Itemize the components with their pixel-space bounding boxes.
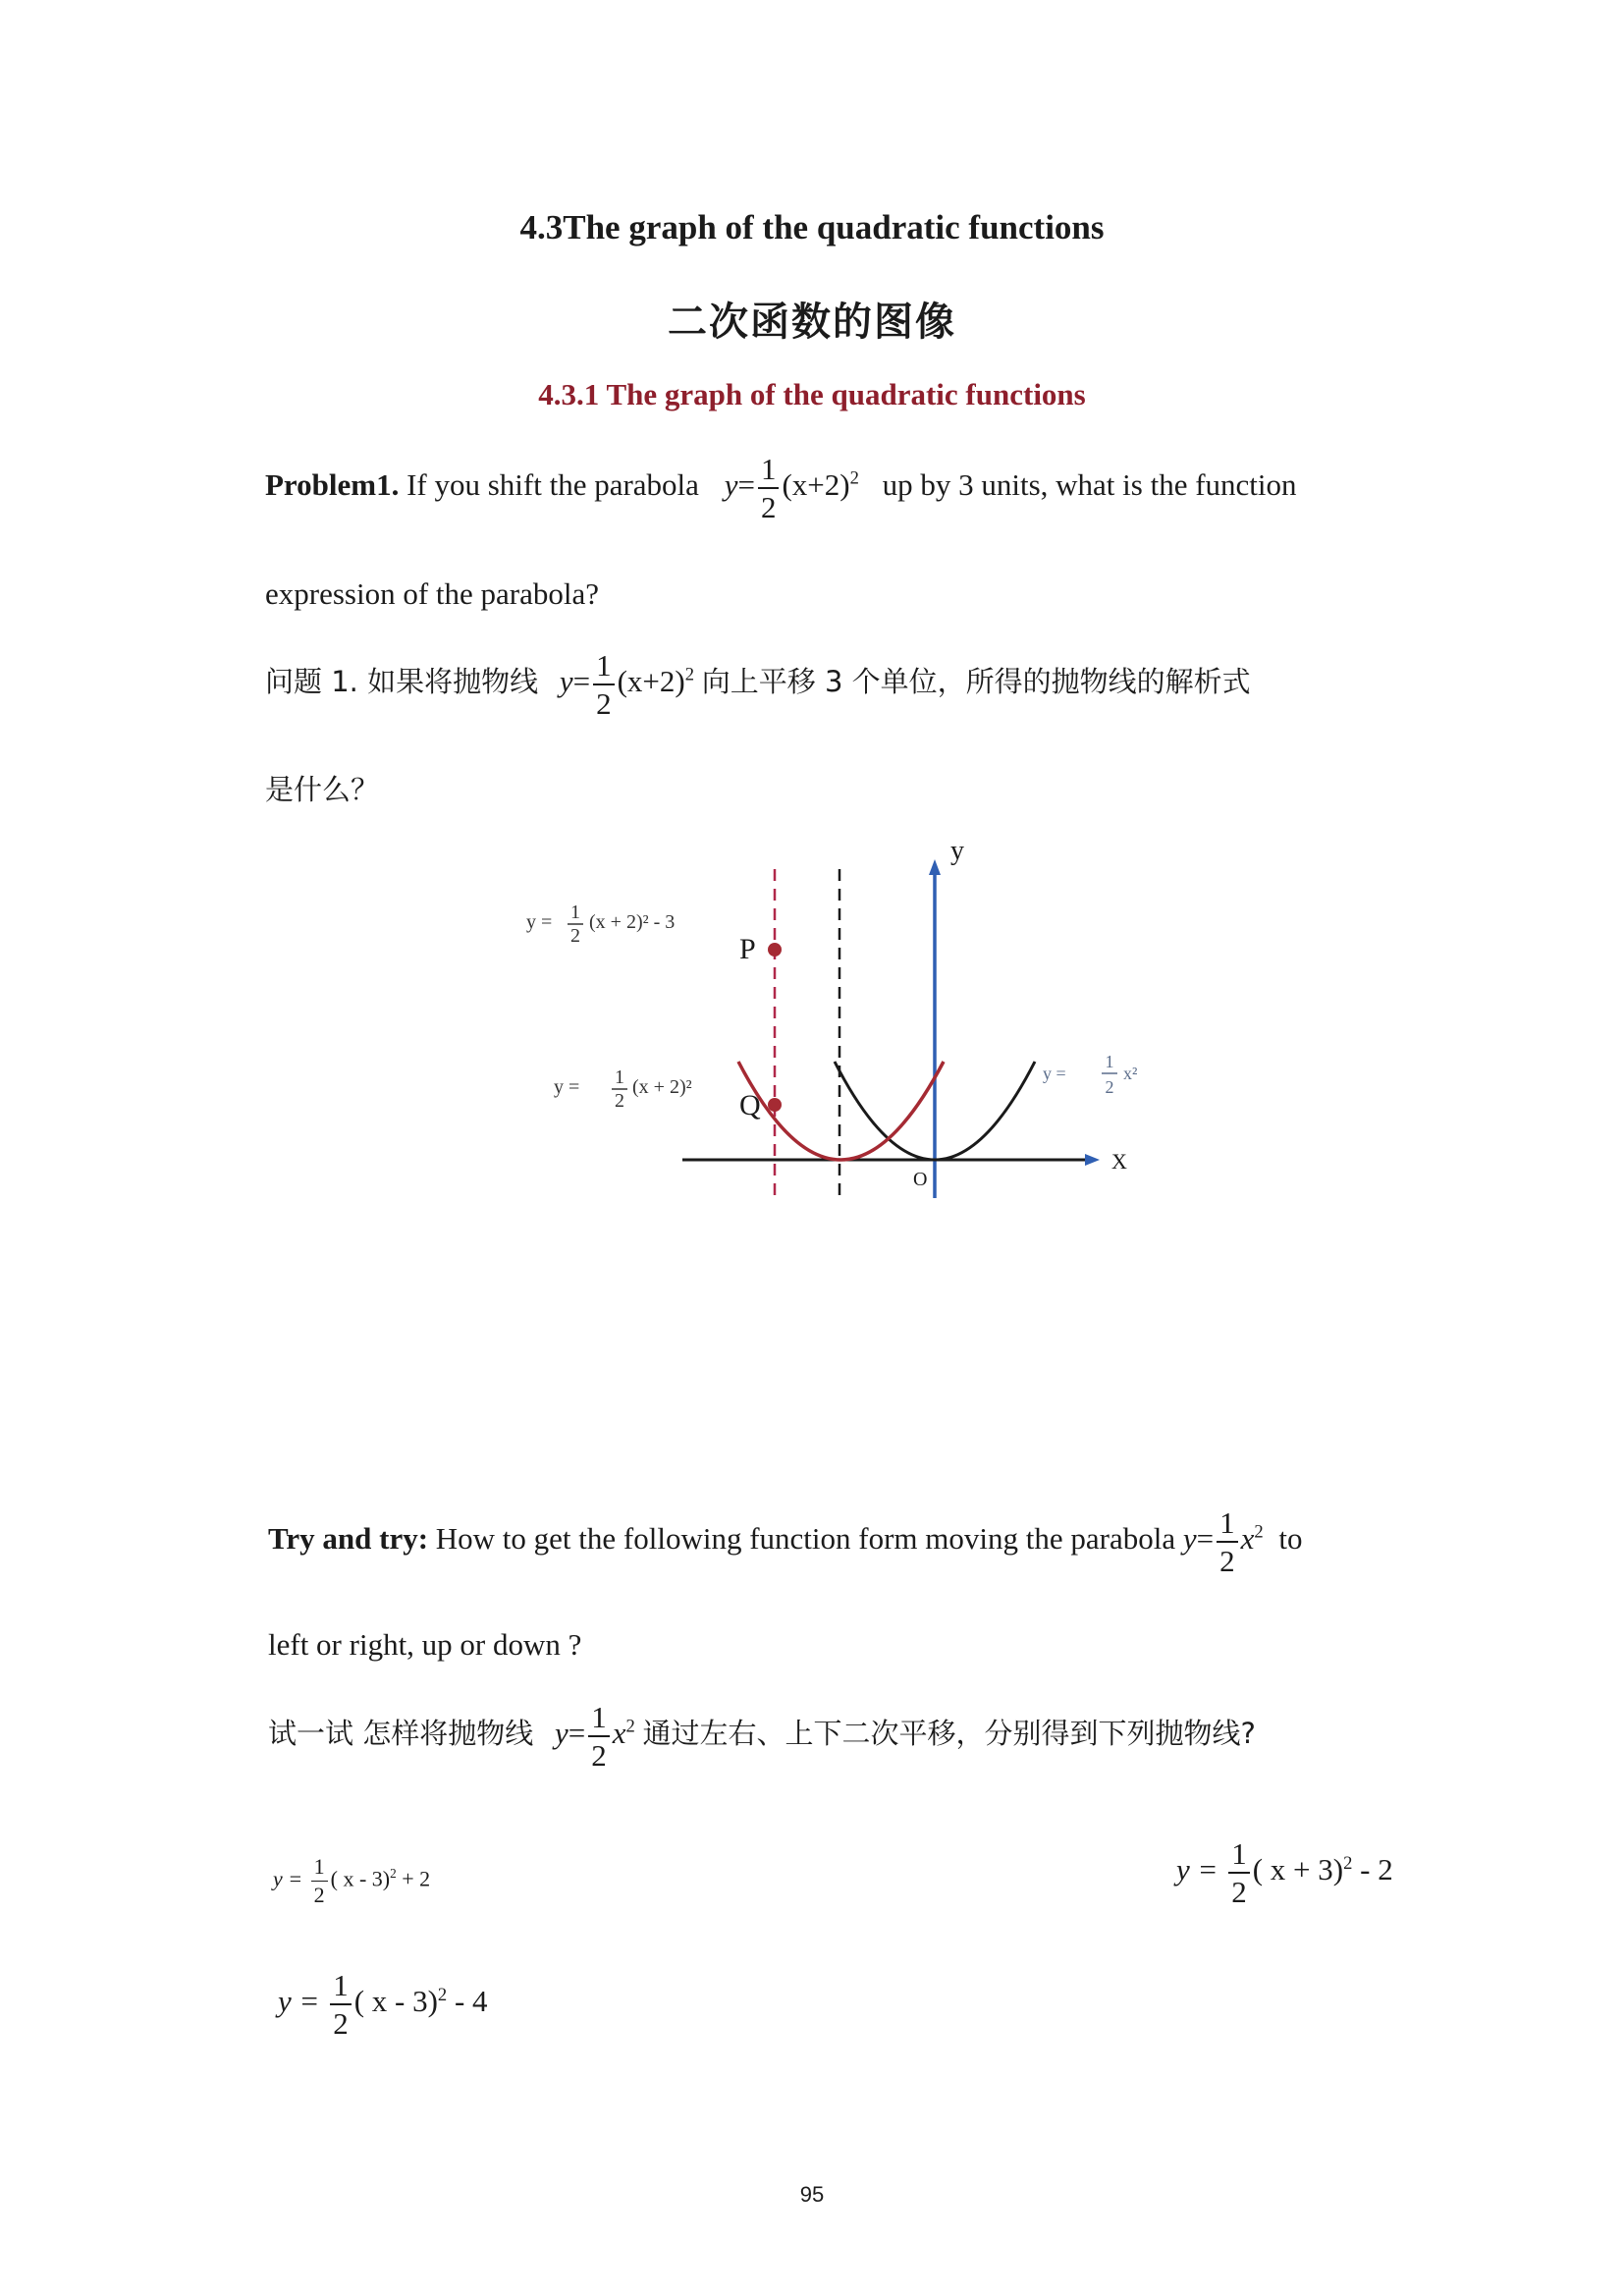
label-mid-suffix: (x + 2)² — [632, 1076, 692, 1098]
exercise-1 — [273, 1854, 430, 1906]
exercise-numerator: 1 — [1228, 1838, 1250, 1874]
exercise-denominator: 2 — [333, 2006, 349, 2041]
exercise-denominator: 2 — [313, 1882, 325, 1907]
problem1-label: Problem1. — [265, 467, 400, 503]
problem1-equation — [724, 452, 867, 524]
problem1-zh-equation — [559, 648, 702, 721]
exercise-fraction — [330, 1970, 352, 2039]
eq-fraction — [1217, 1507, 1238, 1576]
exercise-fraction — [1228, 1838, 1250, 1907]
problem1-zh-line2: 是什么？ — [265, 773, 380, 806]
exercise-fraction — [311, 1853, 328, 1907]
eq-equals: = — [572, 664, 591, 699]
try-zh-text-a: 试一试 怎样将抛物线 — [268, 1717, 534, 1751]
try-line2: left or right, up or down ? — [268, 1627, 582, 1662]
exercise-denominator: 2 — [1231, 1875, 1247, 1909]
try-zh-text-b: 通过左右、上下二次平移，分别得到下列抛物线? — [642, 1717, 1256, 1751]
eq-fraction — [593, 650, 615, 719]
try-line1 — [268, 1507, 1303, 1576]
eq-numerator: 1 — [758, 454, 780, 489]
point-p-label: P — [739, 933, 756, 965]
page-title: 4.3The graph of the quadratic functions — [519, 208, 1105, 246]
eq-exponent: 2 — [625, 1716, 635, 1737]
try-text-b: to — [1278, 1521, 1303, 1557]
exercise-body: ( x - 3) — [353, 1984, 438, 2019]
label-top-den: 2 — [570, 925, 580, 947]
exercise-numerator: 1 — [330, 1970, 352, 2005]
exercise-tail: - 4 — [447, 1984, 488, 2019]
eq-body: (x+2) — [617, 664, 685, 699]
label-right-den: 2 — [1105, 1077, 1114, 1097]
eq-numerator: 1 — [588, 1702, 610, 1737]
label-top-suffix: (x + 2)² - 3 — [589, 911, 676, 933]
label-right-equation — [1043, 1052, 1137, 1097]
eq-exponent: 2 — [1254, 1521, 1264, 1543]
y-axis-label: y — [950, 836, 964, 866]
exercise-body: ( x - 3) — [330, 1866, 391, 1891]
label-top-prefix: y = — [526, 911, 553, 933]
exercise-tail: - 2 — [1352, 1852, 1393, 1887]
problem1-zh-text-a: 问题 1. 如果将抛物线 — [265, 665, 539, 699]
eq-y: y — [559, 664, 573, 699]
exercise-tail: + 2 — [396, 1866, 431, 1891]
try-equation — [1182, 1505, 1272, 1578]
eq-y: y — [554, 1716, 568, 1751]
point-q-marker — [768, 1098, 782, 1112]
exercise-exponent: 2 — [1343, 1852, 1353, 1874]
x-axis-arrow-icon — [1085, 1154, 1100, 1166]
label-right-num: 1 — [1105, 1052, 1114, 1071]
label-mid-den: 2 — [615, 1090, 624, 1112]
point-p-marker — [768, 943, 782, 957]
exercise-prefix: y = — [1176, 1852, 1218, 1887]
exercise-exponent: 2 — [390, 1866, 397, 1881]
eq-body: (x+2) — [782, 467, 850, 503]
eq-body: x — [612, 1716, 626, 1751]
eq-exponent: 2 — [684, 664, 695, 685]
problem1-line2: expression of the parabola? — [265, 576, 600, 611]
label-mid-prefix: y = — [554, 1076, 580, 1098]
problem1-text-a: If you shift the parabola — [406, 467, 699, 503]
label-mid-num: 1 — [615, 1066, 624, 1088]
x-axis-label: X — [1111, 1149, 1127, 1174]
origin-label: O — [913, 1169, 928, 1190]
section-heading: 4.3.1 The graph of the quadratic functions — [538, 377, 1086, 411]
point-q-label: Q — [739, 1089, 761, 1121]
eq-equals: = — [568, 1716, 586, 1751]
problem1-text-b: up by 3 units, what is the function — [882, 467, 1297, 503]
exercise-2 — [1176, 1838, 1393, 1907]
exercise-numerator: 1 — [311, 1856, 328, 1882]
eq-numerator: 1 — [593, 650, 615, 685]
eq-numerator: 1 — [1217, 1507, 1238, 1543]
try-label: Try and try: — [268, 1521, 429, 1557]
eq-denominator: 2 — [1219, 1544, 1235, 1578]
label-top-num: 1 — [570, 902, 580, 923]
eq-denominator: 2 — [591, 1738, 607, 1773]
y-axis-arrow-icon — [929, 859, 941, 875]
label-mid-equation — [554, 1066, 692, 1112]
problem1-zh-line1 — [265, 650, 1251, 719]
try-text-a: How to get the following function form moving the parabola — [435, 1521, 1176, 1557]
exercise-exponent: 2 — [437, 1984, 448, 2005]
eq-exponent: 2 — [849, 467, 859, 489]
eq-body: x — [1240, 1521, 1255, 1557]
label-top-equation — [526, 902, 675, 947]
eq-fraction — [758, 454, 780, 522]
problem1-line1 — [265, 454, 1297, 522]
try-zh-equation — [554, 1700, 643, 1773]
page-number: 95 — [799, 2182, 825, 2207]
eq-equals: = — [737, 467, 755, 503]
exercise-body: ( x + 3) — [1252, 1852, 1344, 1887]
page-title-chinese: 二次函数的图像 — [668, 300, 956, 345]
eq-denominator: 2 — [760, 490, 777, 524]
label-right-suffix: x² — [1123, 1064, 1138, 1083]
exercise-prefix: y = — [278, 1984, 320, 2019]
exercise-3 — [278, 1970, 488, 2039]
eq-denominator: 2 — [596, 686, 612, 721]
eq-y: y — [1182, 1521, 1197, 1557]
eq-fraction — [588, 1702, 610, 1771]
parabola-graph — [511, 830, 1178, 1208]
try-zh-line1 — [268, 1702, 1256, 1771]
exercise-prefix: y = — [273, 1866, 303, 1891]
eq-y: y — [724, 467, 738, 503]
label-right-prefix: y = — [1043, 1064, 1066, 1083]
eq-equals: = — [1196, 1521, 1215, 1557]
problem1-zh-text-b: 向上平移 3 个单位，所得的抛物线的解析式 — [701, 665, 1251, 699]
